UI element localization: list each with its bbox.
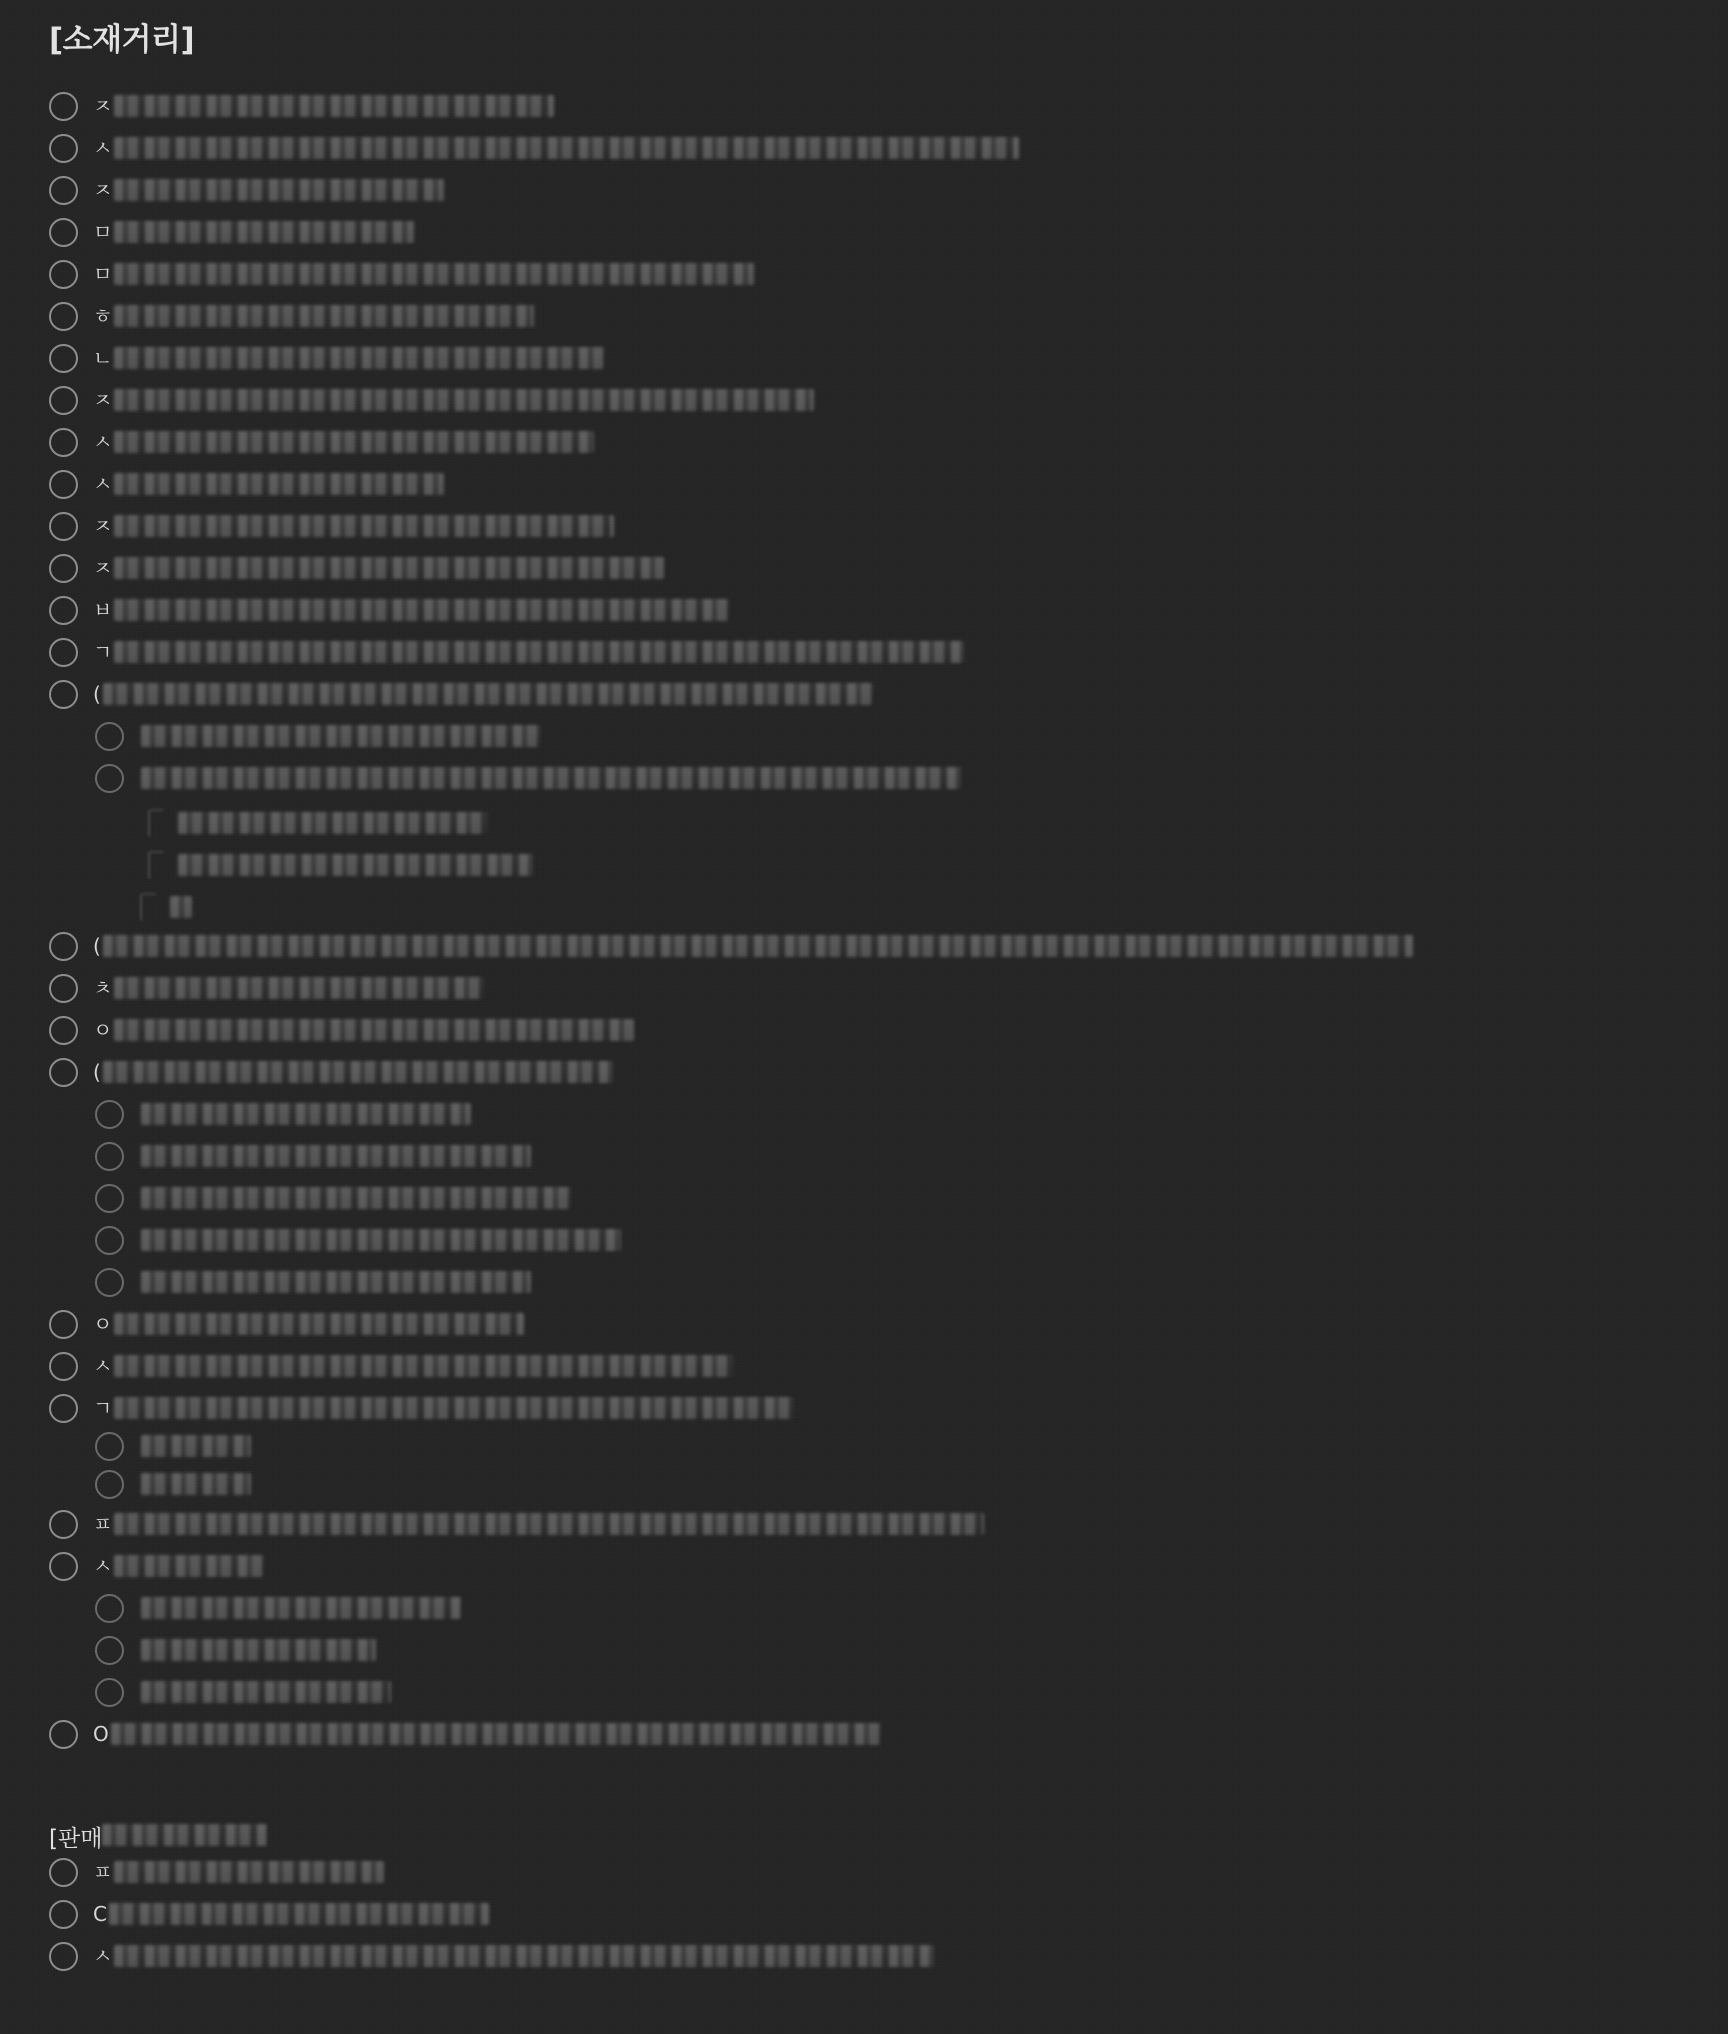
materials-item: [49, 85, 554, 127]
nested-item: [148, 802, 488, 844]
redacted-text: [114, 1019, 634, 1041]
todo-checkbox[interactable]: [49, 1058, 78, 1087]
redacted-text: [141, 725, 541, 747]
materials-item: [49, 967, 484, 1009]
todo-checkbox[interactable]: [49, 1720, 78, 1749]
materials-item: [95, 1425, 251, 1467]
materials-item: [49, 1387, 794, 1429]
todo-item-label: ㄱ: [93, 640, 113, 664]
redacted-text: [102, 1824, 267, 1846]
nested-item: [140, 886, 192, 928]
materials-item: [49, 1009, 634, 1051]
todo-checkbox[interactable]: [49, 260, 78, 289]
materials-item: [49, 1345, 734, 1387]
todo-checkbox[interactable]: [49, 932, 78, 961]
todo-checkbox[interactable]: [49, 1900, 78, 1929]
materials-item: [49, 1303, 524, 1345]
materials-item: [95, 757, 961, 799]
redacted-text: [111, 1723, 881, 1745]
todo-item-label: ㅈ: [93, 178, 113, 202]
materials-item: [95, 1587, 461, 1629]
materials-item: [49, 589, 729, 631]
todo-checkbox[interactable]: [95, 1470, 124, 1499]
todo-item-label: ㅍ: [93, 1860, 113, 1884]
materials-item: [49, 631, 964, 673]
todo-item-label: O: [93, 1722, 109, 1746]
redacted-text: [114, 1397, 794, 1419]
materials-item: [95, 1219, 621, 1261]
sales-item: [49, 1935, 934, 1977]
todo-item-label: (: [93, 934, 101, 958]
sales-item: [49, 1893, 489, 1935]
todo-item-label: (: [93, 1060, 101, 1084]
todo-checkbox[interactable]: [49, 1310, 78, 1339]
redacted-text: [103, 1061, 613, 1083]
nested-marker: [148, 809, 164, 837]
todo-checkbox[interactable]: [49, 302, 78, 331]
todo-checkbox[interactable]: [49, 1510, 78, 1539]
todo-checkbox[interactable]: [49, 554, 78, 583]
redacted-text: [103, 935, 1413, 957]
materials-item: [49, 169, 444, 211]
todo-item-label: ㅁ: [93, 262, 113, 286]
todo-checkbox[interactable]: [95, 1678, 124, 1707]
todo-item-label: ㅂ: [93, 598, 113, 622]
todo-checkbox[interactable]: [49, 638, 78, 667]
todo-item-label: ㅈ: [93, 514, 113, 538]
redacted-text: [114, 1555, 264, 1577]
todo-item-label: (: [93, 682, 101, 706]
todo-item-label: ㅁ: [93, 220, 113, 244]
materials-item: [49, 421, 594, 463]
materials-item: [49, 295, 534, 337]
redacted-text: [141, 1145, 531, 1167]
materials-item: [49, 253, 754, 295]
todo-item-label: ㅇ: [93, 1312, 113, 1336]
materials-item: [95, 715, 541, 757]
todo-checkbox[interactable]: [49, 596, 78, 625]
redacted-text: [141, 1597, 461, 1619]
todo-checkbox[interactable]: [95, 1226, 124, 1255]
todo-checkbox[interactable]: [95, 1184, 124, 1213]
nested-marker: [140, 893, 156, 921]
todo-item-label: ㅊ: [93, 976, 113, 1000]
materials-item: [49, 925, 1413, 967]
todo-item-label: ㅍ: [93, 1512, 113, 1536]
redacted-text: [114, 557, 664, 579]
materials-item: [95, 1135, 531, 1177]
redacted-text: [114, 515, 614, 537]
materials-item: [95, 1261, 531, 1303]
todo-item-label: ㅇ: [93, 1018, 113, 1042]
redacted-text: [114, 977, 484, 999]
redacted-text: [114, 305, 534, 327]
materials-item: [49, 1545, 264, 1587]
section-heading-materials: [소재거리]: [49, 22, 195, 58]
nested-marker: [148, 851, 164, 879]
todo-checkbox[interactable]: [49, 1552, 78, 1581]
materials-item: [95, 1093, 471, 1135]
todo-checkbox[interactable]: [49, 512, 78, 541]
materials-item: [49, 1503, 984, 1545]
redacted-text: [141, 1681, 391, 1703]
redacted-text: [114, 179, 444, 201]
materials-item: [49, 505, 614, 547]
redacted-text: [114, 1945, 934, 1967]
redacted-text: [141, 1639, 376, 1661]
todo-checkbox[interactable]: [95, 1432, 124, 1461]
todo-item-label: ㄴ: [93, 346, 113, 370]
todo-checkbox[interactable]: [49, 1016, 78, 1045]
todo-checkbox[interactable]: [49, 176, 78, 205]
todo-checkbox[interactable]: [95, 722, 124, 751]
redacted-text: [114, 473, 444, 495]
sales-item: [49, 1851, 384, 1893]
materials-item: [49, 547, 664, 589]
redacted-text: [114, 1313, 524, 1335]
todo-item-label: ㅈ: [93, 556, 113, 580]
redacted-text: [114, 95, 554, 117]
todo-item-label: ㅎ: [93, 304, 113, 328]
todo-item-label: ㅅ: [93, 1354, 113, 1378]
todo-checkbox[interactable]: [49, 1858, 78, 1887]
redacted-text: [114, 1861, 384, 1883]
todo-checkbox[interactable]: [49, 1942, 78, 1971]
todo-checkbox[interactable]: [49, 470, 78, 499]
todo-item-label: ㅅ: [93, 1554, 113, 1578]
todo-checkbox[interactable]: [49, 386, 78, 415]
todo-item-label: ㅅ: [93, 136, 113, 160]
redacted-text: [114, 137, 1019, 159]
redacted-text: [141, 1187, 571, 1209]
materials-item: [95, 1463, 251, 1505]
todo-checkbox[interactable]: [95, 1142, 124, 1171]
redacted-text: [114, 221, 414, 243]
redacted-text: [114, 263, 754, 285]
materials-item: [49, 211, 414, 253]
todo-item-label: ㅅ: [93, 1944, 113, 1968]
materials-item: [49, 337, 604, 379]
section-heading-sales: [판매: [49, 1826, 103, 1852]
redacted-text: [114, 389, 814, 411]
todo-checkbox[interactable]: [49, 974, 78, 1003]
materials-item: [95, 1629, 376, 1671]
materials-item: [49, 379, 814, 421]
redacted-text: [103, 683, 873, 705]
redacted-text: [170, 896, 192, 918]
todo-checkbox[interactable]: [95, 1594, 124, 1623]
redacted-text: [141, 1103, 471, 1125]
todo-checkbox[interactable]: [95, 764, 124, 793]
redacted-text: [141, 1473, 251, 1495]
todo-item-label: C: [93, 1902, 107, 1926]
redacted-text: [114, 599, 729, 621]
materials-item: [49, 463, 444, 505]
materials-item: [49, 1713, 881, 1755]
todo-checkbox[interactable]: [49, 92, 78, 121]
todo-item-label: ㅅ: [93, 430, 113, 454]
materials-item: [49, 673, 873, 715]
redacted-text: [114, 641, 964, 663]
todo-checkbox[interactable]: [49, 1352, 78, 1381]
redacted-text: [178, 812, 488, 834]
materials-item: [49, 1051, 613, 1093]
todo-checkbox[interactable]: [49, 1394, 78, 1423]
redacted-text: [114, 1513, 984, 1535]
todo-item-label: ㅈ: [93, 94, 113, 118]
todo-item-label: ㅈ: [93, 388, 113, 412]
materials-item: [49, 127, 1019, 169]
todo-checkbox[interactable]: [95, 1100, 124, 1129]
todo-checkbox[interactable]: [49, 134, 78, 163]
materials-item: [95, 1671, 391, 1713]
redacted-text: [141, 1271, 531, 1293]
redacted-text: [141, 1435, 251, 1457]
redacted-text: [114, 347, 604, 369]
todo-item-label: ㄱ: [93, 1396, 113, 1420]
redacted-text: [114, 431, 594, 453]
redacted-text: [141, 1229, 621, 1251]
redacted-text: [109, 1903, 489, 1925]
materials-item: [95, 1177, 571, 1219]
redacted-text: [114, 1355, 734, 1377]
todo-checkbox[interactable]: [49, 680, 78, 709]
todo-checkbox[interactable]: [49, 344, 78, 373]
todo-checkbox[interactable]: [95, 1636, 124, 1665]
todo-checkbox[interactable]: [95, 1268, 124, 1297]
todo-checkbox[interactable]: [49, 218, 78, 247]
nested-item: [148, 844, 533, 886]
todo-item-label: ㅅ: [93, 472, 113, 496]
redacted-text: [141, 767, 961, 789]
redacted-text: [178, 854, 533, 876]
todo-checkbox[interactable]: [49, 428, 78, 457]
